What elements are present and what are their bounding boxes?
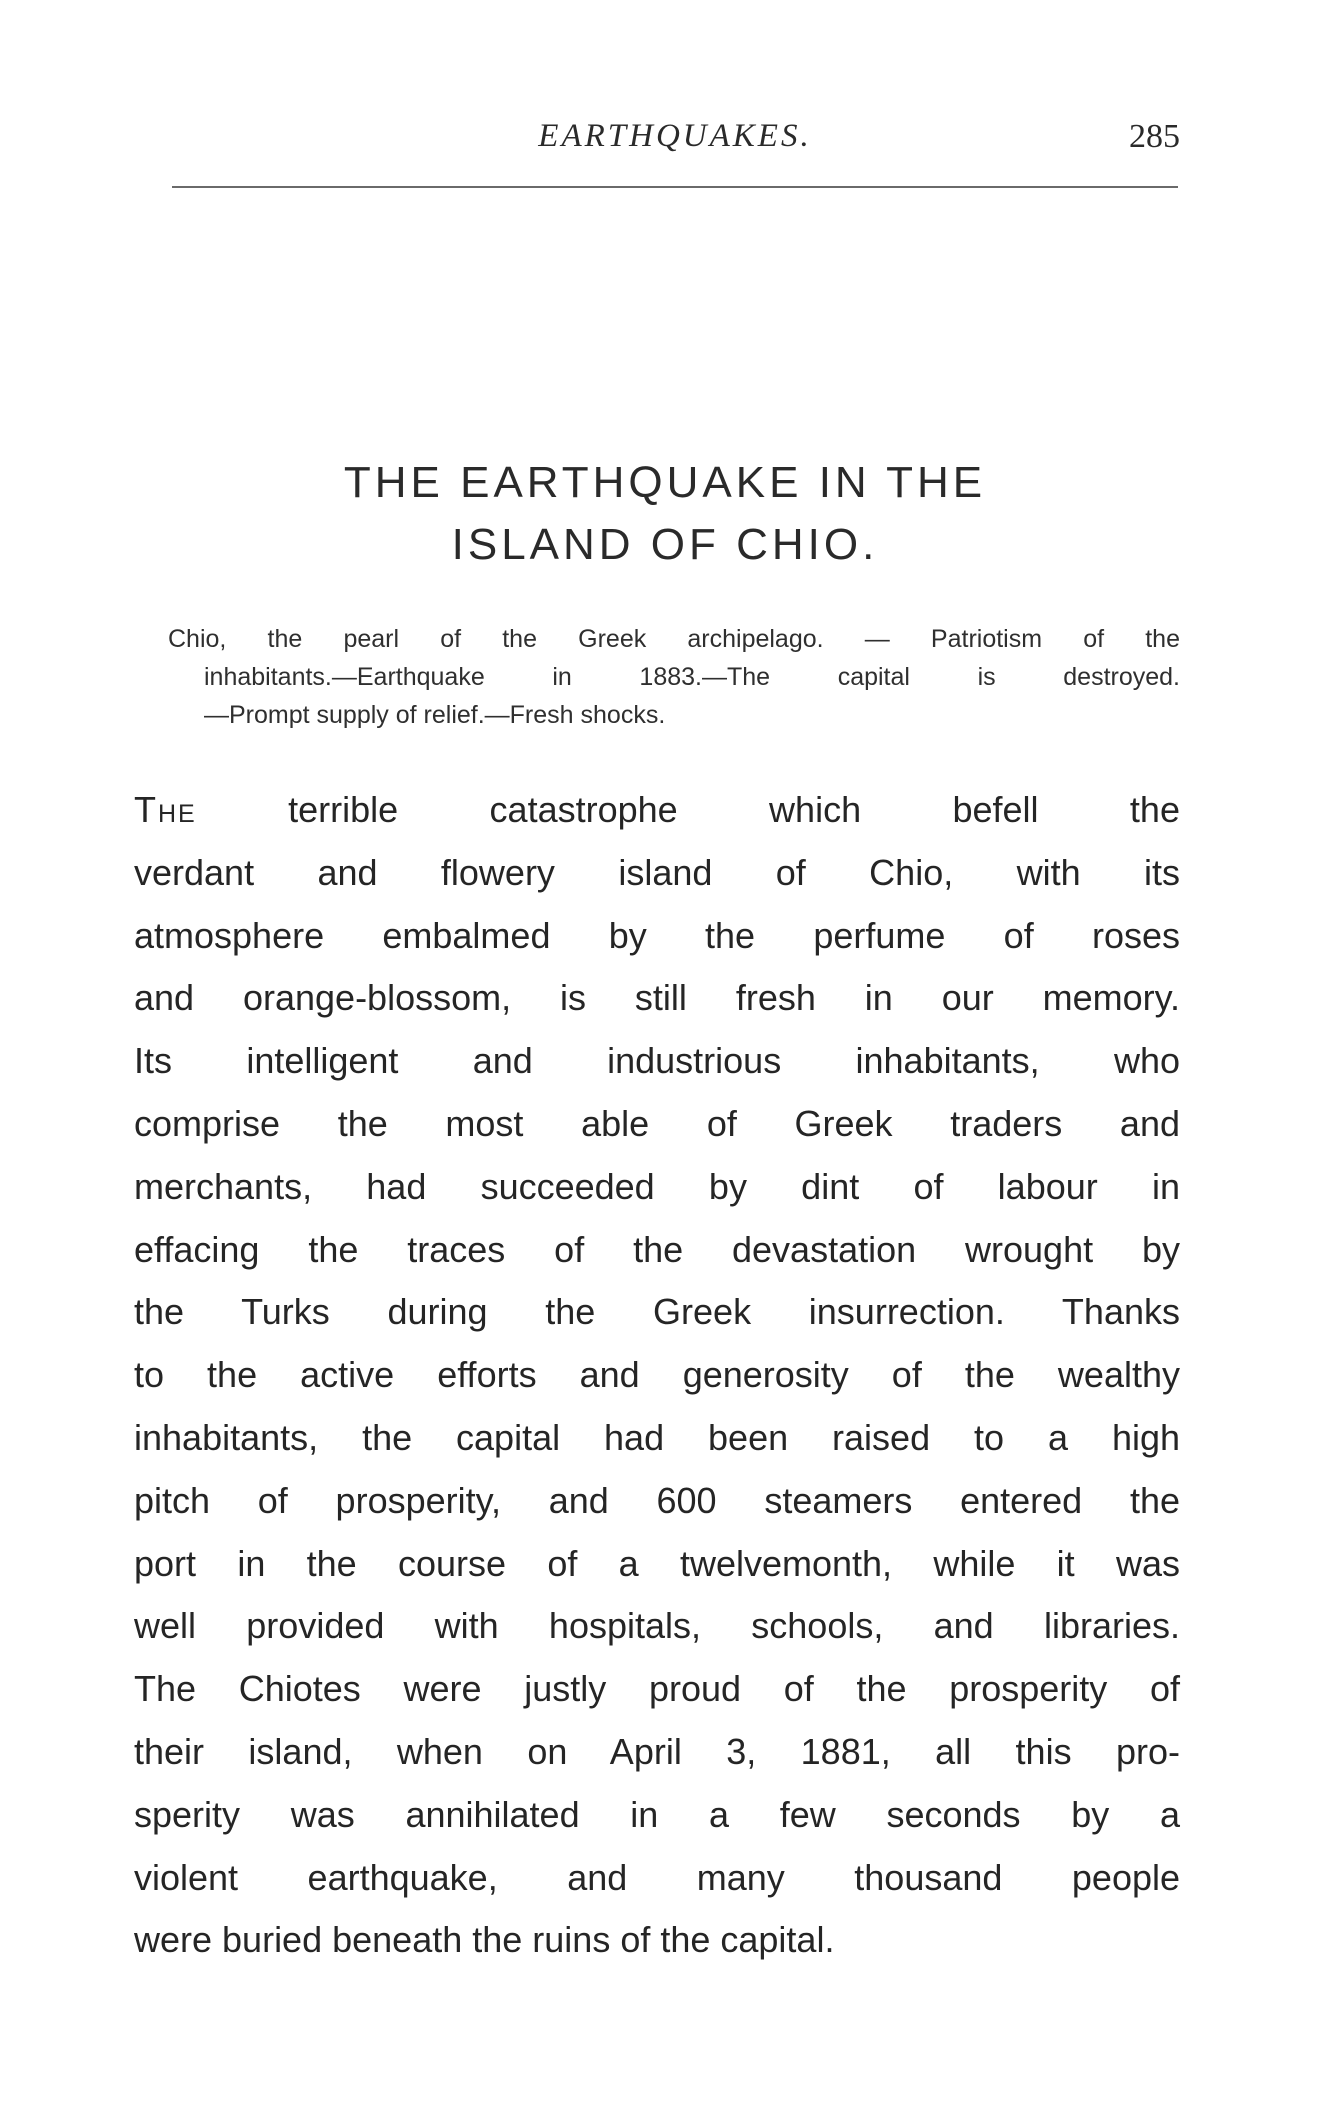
body-line: sperity was annihilated in a few seconds by a bbox=[134, 1793, 1180, 1835]
synopsis-line: inhabitants.—Earthquake in 1883.—The capital is destroyed. bbox=[204, 663, 1180, 691]
chapter-title-line-1: THE EARTHQUAKE IN THE bbox=[343, 458, 987, 507]
body-line: merchants, had succeeded by dint of labour in bbox=[134, 1165, 1180, 1207]
chapter-synopsis bbox=[168, 620, 1180, 734]
body-line: inhabitants, the capital had been raised to a high bbox=[134, 1416, 1180, 1458]
body-line: the Turks during the Greek insurrection. Thanks bbox=[134, 1291, 1180, 1333]
body-line: violent earthquake, and many thousand people bbox=[134, 1856, 1180, 1898]
body-line-first bbox=[134, 779, 1180, 842]
body-line: Its intelligent and industrious inhabitants, who bbox=[134, 1040, 1180, 1082]
running-head bbox=[170, 118, 1180, 158]
body-line: comprise the most able of Greek traders and bbox=[134, 1102, 1180, 1144]
drop-word: The bbox=[134, 789, 197, 830]
body-line: verdant and flowery island of Chio, with its bbox=[134, 851, 1180, 893]
body-line: and orange-blossom, is still fresh in our memory. bbox=[134, 977, 1180, 1019]
body-line: to the active efforts and generosity of the wealthy bbox=[134, 1354, 1180, 1396]
page-number: 285 bbox=[1129, 118, 1180, 155]
body-line: The Chiotes were justly proud of the prosperity of bbox=[134, 1668, 1180, 1710]
body-line: effacing the traces of the devastation wrought by bbox=[134, 1228, 1180, 1270]
running-title: EARTHQUAKES. bbox=[538, 118, 812, 154]
body-line: port in the course of a twelvemonth, while it was bbox=[134, 1542, 1180, 1584]
synopsis-line: Chio, the pearl of the Greek archipelago. — Patriotism of the bbox=[168, 625, 1180, 653]
body-line-last: were buried beneath the ruins of the capital. bbox=[134, 1919, 835, 1961]
body-paragraph bbox=[134, 779, 1180, 1972]
chapter-title-line-2: ISLAND OF CHIO. bbox=[451, 520, 879, 569]
header-rule bbox=[172, 186, 1178, 188]
body-line: their island, when on April 3, 1881, all this pro- bbox=[134, 1730, 1180, 1772]
body-line-first-rest: terrible catastrophe which befell the bbox=[288, 789, 1180, 830]
body-line: pitch of prosperity, and 600 steamers entered the bbox=[134, 1479, 1180, 1521]
body-line: well provided with hospitals, schools, and libraries. bbox=[134, 1605, 1180, 1647]
body-line: atmosphere embalmed by the perfume of roses bbox=[134, 914, 1180, 956]
synopsis-line: —Prompt supply of relief.—Fresh shocks. bbox=[204, 701, 666, 729]
